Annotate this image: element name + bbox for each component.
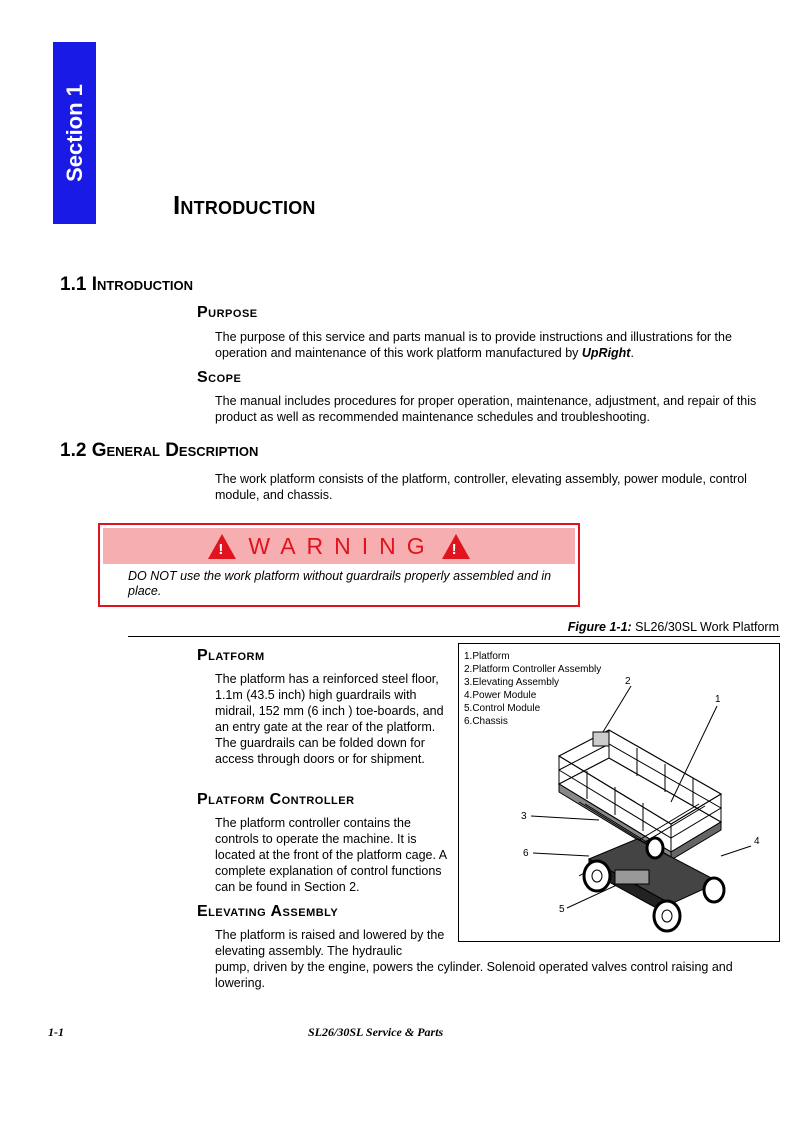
elevating-assembly-paragraph-narrow: The platform is raised and lowered by the elevating assembly. The hydraulic <box>215 928 445 958</box>
warning-box <box>98 523 580 607</box>
footer-page-number: 1-1 <box>48 1025 64 1039</box>
heading-1-1: 1.1 Introduction <box>60 274 194 295</box>
callout-1: 1 <box>715 694 721 705</box>
legend-item: 4.Power Module <box>464 690 537 701</box>
warning-label: WARNING <box>248 532 436 559</box>
scissor-lift-illustration <box>459 644 778 940</box>
callout-4: 4 <box>754 836 760 847</box>
purpose-end: . <box>630 346 634 360</box>
callout-2: 2 <box>625 676 631 687</box>
legend-item: 3.Elevating Assembly <box>464 677 560 688</box>
purpose-heading: Purpose <box>197 304 258 321</box>
figure-caption <box>568 619 779 635</box>
callout-3: 3 <box>521 811 527 822</box>
figure-1-1 <box>458 643 780 942</box>
scope-heading: Scope <box>197 369 242 386</box>
warning-header <box>103 528 575 564</box>
figure-caption-label: Figure 1-1: <box>567 620 632 634</box>
platform-heading: Platform <box>197 647 265 664</box>
purpose-text: The purpose of this service and parts manual is to provide instructions and illustrations for the operation and maintenance of this work platform manufactured by <box>215 330 732 360</box>
callout-5: 5 <box>559 904 565 915</box>
warning-triangle-icon: ! <box>442 534 470 559</box>
footer-manual-title: SL26/30SL Service & Parts <box>308 1025 444 1039</box>
legend-item: 1.Platform <box>464 651 510 662</box>
general-description-paragraph: The work platform consists of the platform, controller, elevating assembly, power module, control module, and chassis. <box>215 472 747 502</box>
section-tab-label: Section 1 <box>61 84 87 182</box>
section-tab <box>53 42 96 224</box>
warning-text: DO NOT use the work platform without guardrails properly assembled and in place. <box>128 569 552 598</box>
platform-paragraph: The platform has a reinforced steel floor, 1.1m (43.5 inch) high guardrails with midrail, 152 mm (6 inch ) toe-boards, and an entry gate at the rear of the platform. The guardrails can be folded down for access through doors or for shipment. <box>215 672 444 766</box>
figure-caption-text: SL26/30SL Work Platform <box>631 620 779 634</box>
callout-6: 6 <box>523 848 529 859</box>
heading-1-2: 1.2 General Description <box>60 440 259 461</box>
brand-name: UpRight <box>581 346 631 360</box>
platform-controller-heading: Platform Controller <box>197 791 355 808</box>
page-title: Introduction <box>173 190 316 220</box>
divider <box>128 636 780 637</box>
elevating-assembly-paragraph-wide: pump, driven by the engine, powers the cylinder. Solenoid operated valves control raising and lowering. <box>215 960 733 990</box>
legend-item: 2.Platform Controller Assembly <box>464 664 602 675</box>
purpose-paragraph <box>215 329 775 361</box>
legend-item: 6.Chassis <box>464 716 508 727</box>
warning-triangle-icon: ! <box>208 534 236 559</box>
elevating-assembly-heading: Elevating Assembly <box>197 903 339 920</box>
platform-controller-paragraph: The platform controller contains the controls to operate the machine. It is located at the front of the platform cage. A complete explanation of control functions can be found in Section 2. <box>215 816 447 894</box>
scope-paragraph: The manual includes procedures for proper operation, maintenance, adjustment, and repair of this product as well as recommended maintenance schedules and troubleshooting. <box>215 394 757 424</box>
legend-item: 5.Control Module <box>464 703 541 714</box>
